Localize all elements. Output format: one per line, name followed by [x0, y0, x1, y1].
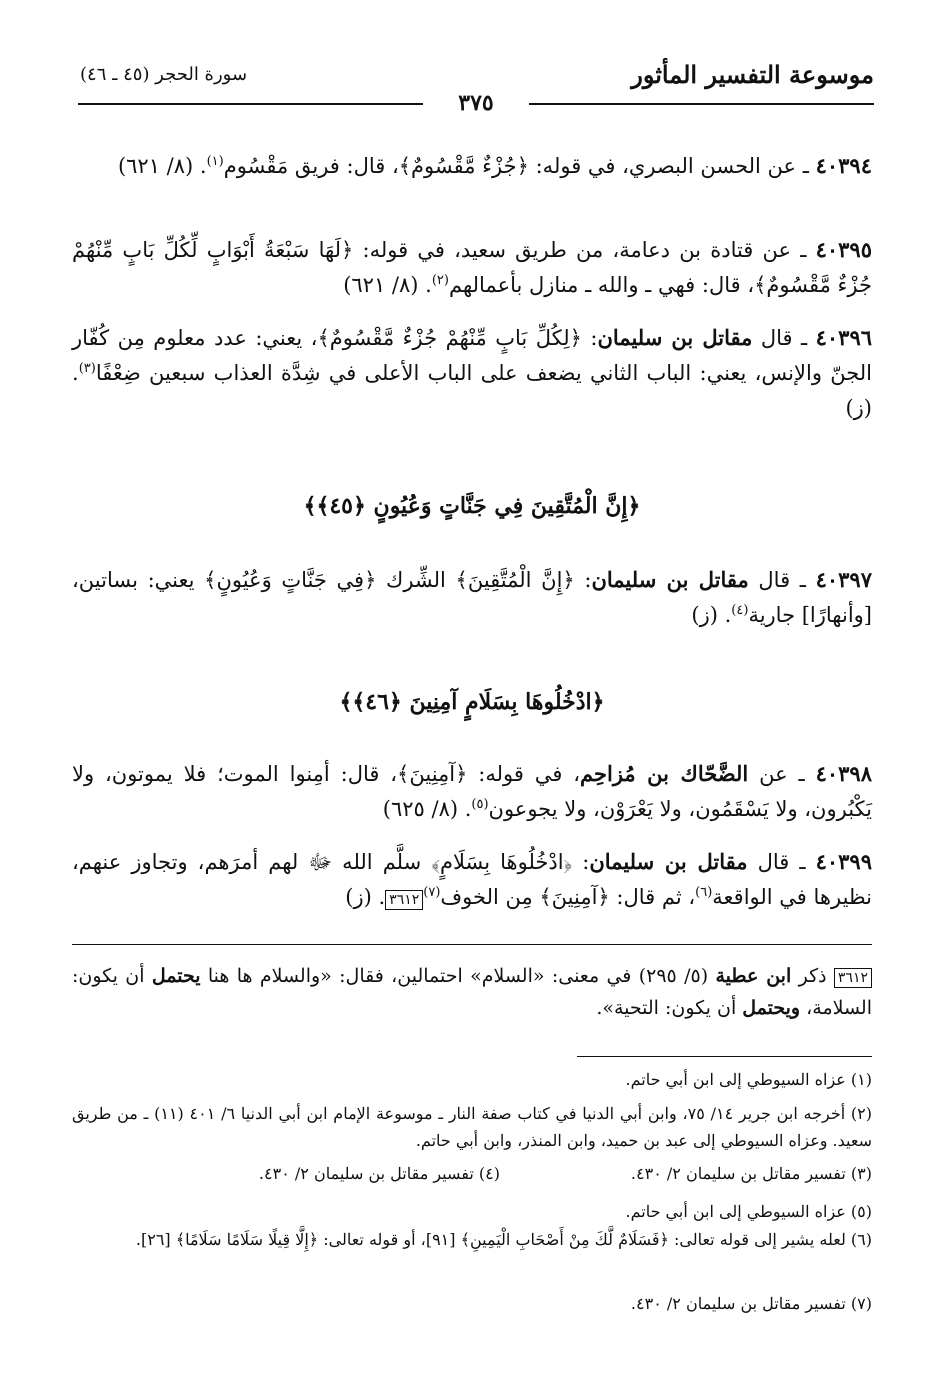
entry-source: . (٨/ ٦٢١) — [117, 154, 207, 178]
entry-text: : ﴿ادْخُلُوهَا بِسَلَامٍ﴾ سلَّم الله ﷻ لهم أمرَهم، وتجاوز عنهم، نظيرها في الواقعة — [72, 850, 872, 909]
entry-text: ، في قوله: ﴿آمِنِينَ﴾، قال: أمِنوا الموت؛ فلا يموتون، ولا يَكْبُرون، ولا يَسْقَمُون، ولا يَعْرَوْن، ولا يجوعون — [72, 762, 872, 821]
entry-text: ـ عن الحسن البصري، في قوله: ﴿جُزْءٌ مَّقْسُومٌ﴾، قال: فريق مَقْسُوم — [223, 154, 816, 178]
ayah-heading-45: ﴿إِنَّ الْمُتَّقِينَ فِي جَنَّاتٍ وَعُيُونٍ ﴿٤٥﴾﴾ — [303, 493, 641, 519]
entry-number: ٤٠٣٩٨ — [815, 761, 872, 786]
footnote-5: (٥) عزاه السيوطي إلى ابن أبي حاتم. — [625, 1202, 872, 1221]
entry-number: ٤٠٣٩٩ — [815, 849, 872, 874]
entry-lead: ـ عن — [748, 762, 816, 786]
speaker-name: مقاتل بن سليمان — [591, 567, 749, 592]
entry-number: ٤٠٣٩٤ — [815, 153, 872, 178]
entry-source: . (ز) — [691, 603, 732, 627]
surah-reference: سورة الحجر (٤٥ ـ ٤٦) — [80, 64, 248, 85]
footnote-1: (١) عزاه السيوطي إلى ابن أبي حاتم. — [625, 1070, 872, 1089]
ayah-heading-46: ﴿ادْخُلُوهَا بِسَلَامٍ آمِنِينَ ﴿٤٦﴾﴾ — [339, 689, 605, 715]
book-title: موسوعة التفسير المأثور — [631, 60, 874, 89]
commentary-keyword: يحتمل — [151, 965, 201, 987]
entry-text-2: ، ثم قال: ﴿آمِنِينَ﴾ مِن الخوف — [440, 885, 696, 909]
commentary-text: ذكر — [791, 965, 834, 987]
entry-lead: ـ قال — [748, 568, 816, 592]
commentary-author: ابن عطية — [715, 965, 792, 987]
footnote-3: (٣) تفسير مقاتل بن سليمان ٢/ ٤٣٠. — [630, 1164, 872, 1183]
header-rule-right — [529, 103, 874, 105]
footnote-7: (٧) تفسير مقاتل بن سليمان ٢/ ٤٣٠. — [630, 1294, 872, 1313]
footnote-2: (٢) أخرجه ابن جرير ١٤/ ٧٥، وابن أبي الدنيا في كتاب صفة النار ـ موسوعة الإمام ابن أبي الدنيا ٦/ ٤٠١ (١١) ـ من طريق سعيد. وعزاه السيوطي إلى عبد بن حميد، وابن المنذر، وابن أبي حاتم. — [72, 1104, 873, 1150]
entry-40396 — [72, 320, 872, 426]
commentary-text: أن يكون: التحية». — [596, 997, 743, 1019]
entry-source: . (٨/ ٦٢١) — [343, 273, 432, 297]
speaker-name: الضَّحّاك بن مُزاحِم — [580, 761, 749, 786]
footnote-ref[interactable]: (٤) — [731, 603, 749, 618]
footnote-ref[interactable]: (٣) — [78, 361, 96, 376]
commentary-text: أن يكون: السلامة، — [72, 965, 872, 1019]
commentary-number-box: ٣٦١٢ — [834, 968, 872, 988]
page-number-row — [78, 92, 874, 116]
commentary-text: (٥/ ٢٩٥) في معنى: «السلام» احتمالين، فقال: «والسلام ها هنا — [200, 965, 716, 987]
header-rule-left — [78, 103, 423, 105]
entry-number: ٤٠٣٩٦ — [815, 325, 873, 350]
footnote-ref[interactable]: (٧) — [423, 885, 441, 900]
footnote-ref[interactable]: (٦) — [695, 885, 713, 900]
page-number: ٣٧٥ — [458, 90, 494, 116]
footnote-ref[interactable]: (٥) — [471, 797, 489, 812]
footnote-ref[interactable]: (١) — [206, 154, 224, 169]
entry-source: . (٨/ ٦٢٥) — [382, 797, 472, 821]
entry-40394 — [72, 148, 872, 184]
entry-40398 — [72, 756, 872, 827]
speaker-name: مقاتل بن سليمان — [597, 325, 753, 350]
commentary-separator — [72, 944, 872, 945]
entry-lead: ـ قال — [747, 850, 816, 874]
entry-number: ٤٠٣٩٥ — [815, 237, 872, 262]
footnote-4: (٤) تفسير مقاتل بن سليمان ٢/ ٤٣٠. — [258, 1164, 500, 1183]
entry-text: ـ عن قتادة بن دعامة، من طريق سعيد، في قوله: ﴿لَهَا سَبْعَةُ أَبْوَابٍ لِّكُلِّ بَابٍ مِّنْهُمْ جُزْءٌ مَّقْسُومٌ﴾، قال: فهي ـ والله ـ منازل بأعمالهم — [72, 238, 872, 297]
footnote-ref[interactable]: (٢) — [431, 273, 449, 288]
entry-source: . (ز) — [72, 361, 872, 420]
entry-lead: ـ قال — [752, 326, 816, 350]
commentary-ref-box[interactable]: ٣٦١٢ — [385, 890, 423, 910]
entry-40399 — [72, 844, 872, 915]
entry-text: : ﴿إِنَّ الْمُتَّقِينَ﴾ الشِّرك ﴿فِي جَنَّاتٍ وَعُيُونٍ﴾ يعني: بساتين، [وأنهارًا] جارية — [72, 568, 872, 627]
entry-40397 — [72, 562, 872, 633]
entry-number: ٤٠٣٩٧ — [815, 567, 872, 592]
commentary-keyword: ويحتمل — [742, 997, 801, 1019]
footnote-separator — [577, 1056, 872, 1057]
footnote-6: (٦) لعله يشير إلى قوله تعالى: ﴿فَسَلَامٌ لَّكَ مِنْ أَصْحَابِ الْيَمِينِ﴾ [٩١]، أو قوله تعالى: ﴿إِلَّا قِيلًا سَلَامًا سَلَامًا﴾ [٢٦]. — [135, 1230, 872, 1249]
entry-text: : ﴿لِكُلِّ بَابٍ مِّنْهُمْ جُزْءٌ مَّقْسُومٌ﴾، يعني: عدد معلوم مِن كُفّار الجنّ والإنس، يعني: الباب الثاني يضعف على الباب الأعلى في شِدَّة العذاب سبعين ضِعْفًا — [72, 326, 872, 385]
commentary-3612 — [72, 960, 872, 1024]
speaker-name: مقاتل بن سليمان — [589, 849, 748, 874]
entry-40395 — [72, 232, 872, 303]
entry-source: . (ز) — [345, 885, 386, 909]
